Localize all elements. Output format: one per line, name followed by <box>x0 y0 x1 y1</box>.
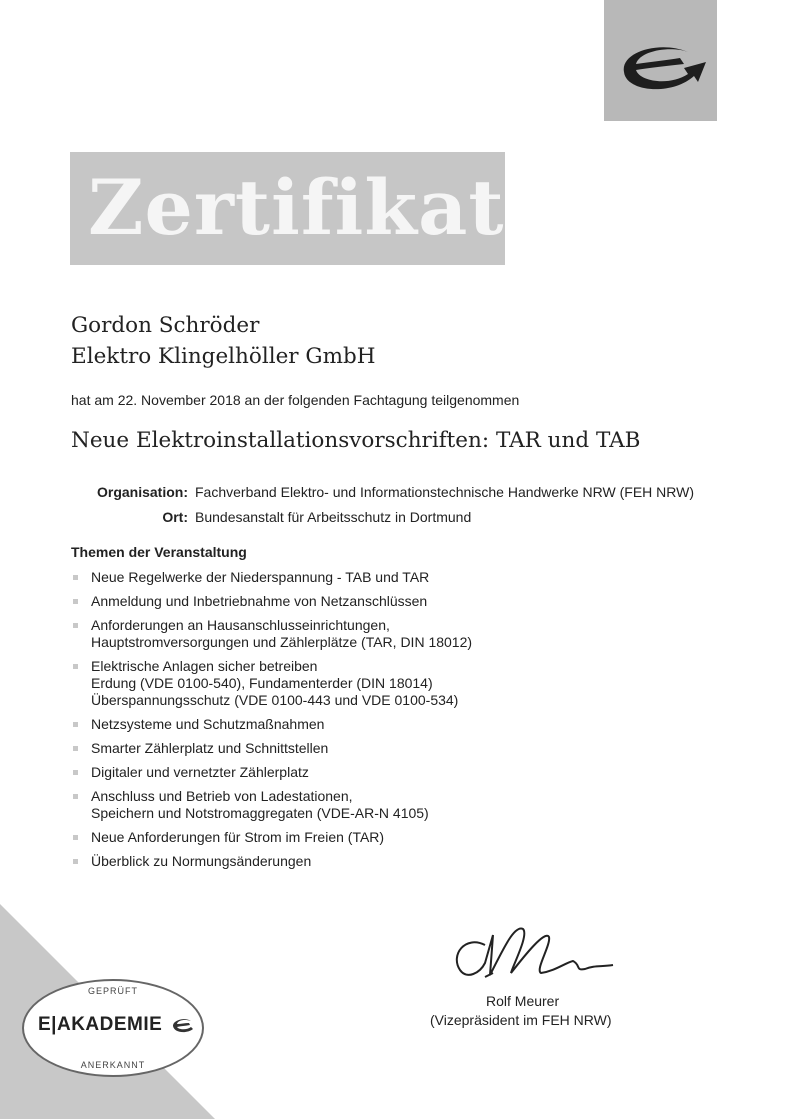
list-item <box>72 569 472 586</box>
topic-text: Anschluss und Betrieb von Ladestationen, Speichern und Notstromaggregaten (VDE-AR-N 4105) <box>91 788 429 821</box>
list-item <box>72 617 472 651</box>
topic-list <box>72 569 472 877</box>
certificate-title: Zertifikat <box>88 163 505 252</box>
list-item <box>72 716 472 733</box>
organisation-value: Fachverband Elektro- und Informationstechnische Handwerke NRW (FEH NRW) <box>195 484 695 500</box>
title-band <box>70 152 505 265</box>
list-item <box>72 829 472 846</box>
seal-main-text: E|AKADEMIE <box>38 1014 163 1035</box>
e-akademie-seal <box>22 979 204 1077</box>
topic-text: Netzsysteme und Schutzmaßnahmen <box>91 716 325 732</box>
bullet-icon <box>73 835 78 840</box>
seal-bottom-text: ANERKANNT <box>80 1060 146 1070</box>
organisation-label: Organisation: <box>96 484 188 500</box>
list-item <box>72 658 472 709</box>
bullet-icon <box>73 722 78 727</box>
bullet-icon <box>73 794 78 799</box>
bullet-icon <box>73 575 78 580</box>
logo <box>604 0 717 121</box>
topic-text: Smarter Zählerplatz und Schnittstellen <box>91 740 329 756</box>
e-swoosh-icon <box>171 1017 195 1033</box>
bullet-icon <box>73 599 78 604</box>
signer-role: (Vizepräsident im FEH NRW) <box>430 1012 612 1028</box>
signer-name: Rolf Meurer <box>486 993 560 1009</box>
topic-text: Neue Regelwerke der Niederspannung - TAB und TAR <box>91 569 430 585</box>
participant-name: Gordon Schröder <box>71 313 260 338</box>
bullet-icon <box>73 664 78 669</box>
bullet-icon <box>73 623 78 628</box>
topic-text: Anforderungen an Hausanschlusseinrichtungen, Hauptstromversorgungen und Zählerplätze (TAR, DIN 18012) <box>91 617 473 650</box>
bullet-icon <box>73 770 78 775</box>
topic-text: Überblick zu Normungsänderungen <box>91 853 312 869</box>
signature <box>445 915 625 990</box>
seal-top-text: GEPRÜFT <box>87 986 138 996</box>
list-item <box>72 740 472 757</box>
participation-text: hat am 22. November 2018 an der folgenden Fachtagung teilgenommen <box>71 392 520 408</box>
ort-label: Ort: <box>162 509 188 525</box>
event-title: Neue Elektroinstallationsvorschriften: TAR und TAB <box>71 428 641 453</box>
bullet-icon <box>73 746 78 751</box>
e-swoosh-arrow-icon <box>610 38 712 94</box>
topic-text: Anmeldung und Inbetriebnahme von Netzanschlüssen <box>91 593 428 609</box>
list-item <box>72 764 472 781</box>
list-item <box>72 593 472 610</box>
topic-text: Elektrische Anlagen sicher betreiben Erdung (VDE 0100-540), Fundamenterder (DIN 18014) Überspannungsschutz (VDE 0100-443 und VDE 0100-534) <box>91 658 459 708</box>
bullet-icon <box>73 859 78 864</box>
participant-company: Elektro Klingelhöller GmbH <box>71 344 376 369</box>
list-item <box>72 853 472 870</box>
list-item <box>72 788 472 822</box>
topic-text: Digitaler und vernetzter Zählerplatz <box>91 764 309 780</box>
themes-heading: Themen der Veranstaltung <box>71 544 247 560</box>
topic-text: Neue Anforderungen für Strom im Freien (TAR) <box>91 829 385 845</box>
ort-value: Bundesanstalt für Arbeitsschutz in Dortmund <box>195 509 472 525</box>
